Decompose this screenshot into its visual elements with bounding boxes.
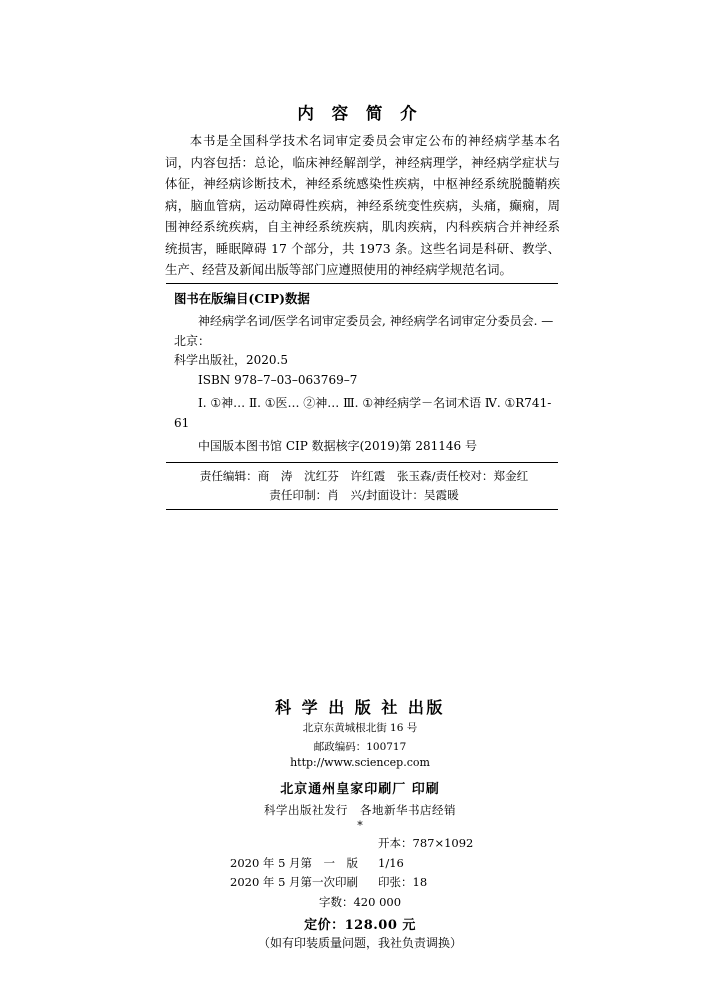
spec-row-3 [0,893,720,913]
cip-bottom-rule [166,509,558,510]
word-count: 字数：420 000 [318,894,402,909]
cip-entry-line-1: 神经病学名词/医学名词审定委员会, 神经病学名词审定分委员会. —北京： [174,314,554,348]
cip-number: 中国版本图书馆 CIP 数据核字(2019)第 281146 号 [198,439,477,453]
cip-entry-line-2: 科学出版社，2020.5 [174,353,288,367]
print-sheets: 印张：18 [378,875,428,889]
colophon [0,695,720,951]
quality-note: （如有印装质量问题，我社负责调换） [257,936,462,950]
distribution-info: 科学出版社发行 各地新华书店经销 [264,803,456,817]
spec-row-2 [0,873,720,893]
decorative-star: * [357,819,363,832]
publisher-address: 北京东黄城根北街 16 号 [302,722,418,734]
cip-block [166,283,558,510]
printer-name: 北京通州皇家印刷厂 印刷 [280,782,440,797]
book-format: 开本：787×1092 1/16 [378,836,474,870]
publisher-website: http://www.sciencep.com [290,756,430,769]
publisher-name: 科 学 出 版 社 出版 [275,698,445,717]
cip-heading: 图书在版编目(CIP)数据 [174,291,310,306]
cip-divider [166,462,558,463]
printing-specs [0,834,720,912]
price: 定价：128.00 元 [304,918,416,933]
print-date: 2020 年 5 月第一次印刷 [230,875,359,889]
cip-isbn: ISBN 978–7–03–063769–7 [198,372,358,387]
cip-body [166,310,558,509]
spec-row-1 [0,834,720,873]
credit-production: 责任印制：肖 兴/封面设计：吴霞暖 [269,487,459,502]
page-title: 内 容 简 介 [297,104,423,123]
credit-editors: 责任编辑：商 涛 沈红芬 许红霞 张玉森/责任校对：郑金红 [199,468,529,483]
cip-classification: Ⅰ. ①神… Ⅱ. ①医… ②神… Ⅲ. ①神经病学－名词术语 Ⅳ. ①R741-61 [174,396,552,430]
edition-date: 2020 年 5 月第 一 版 [230,855,359,870]
publisher-postcode: 邮政编码：100717 [313,740,407,753]
abstract-paragraph: 本书是全国科学技术名词审定委员会审定公布的神经病学基本名词，内容包括：总论，临床神经解剖学，神经病理学，神经病学症状与体征，神经病诊断技术，神经系统感染性疾病，中枢神经系统脱髓鞘疾病，脑血管病，运动障碍性疾病，神经系统变性疾病，头痛，癫痫，周围神经系统疾病，自主神经系统疾病，肌肉疾病，内科疾病合并神经系统损害，睡眠障碍 17 个部分，共 1973 条。这些名词是科研、教学、生产、经营及新闻出版等部门应遵照使用的神经病学规范名词。 [165,133,560,277]
